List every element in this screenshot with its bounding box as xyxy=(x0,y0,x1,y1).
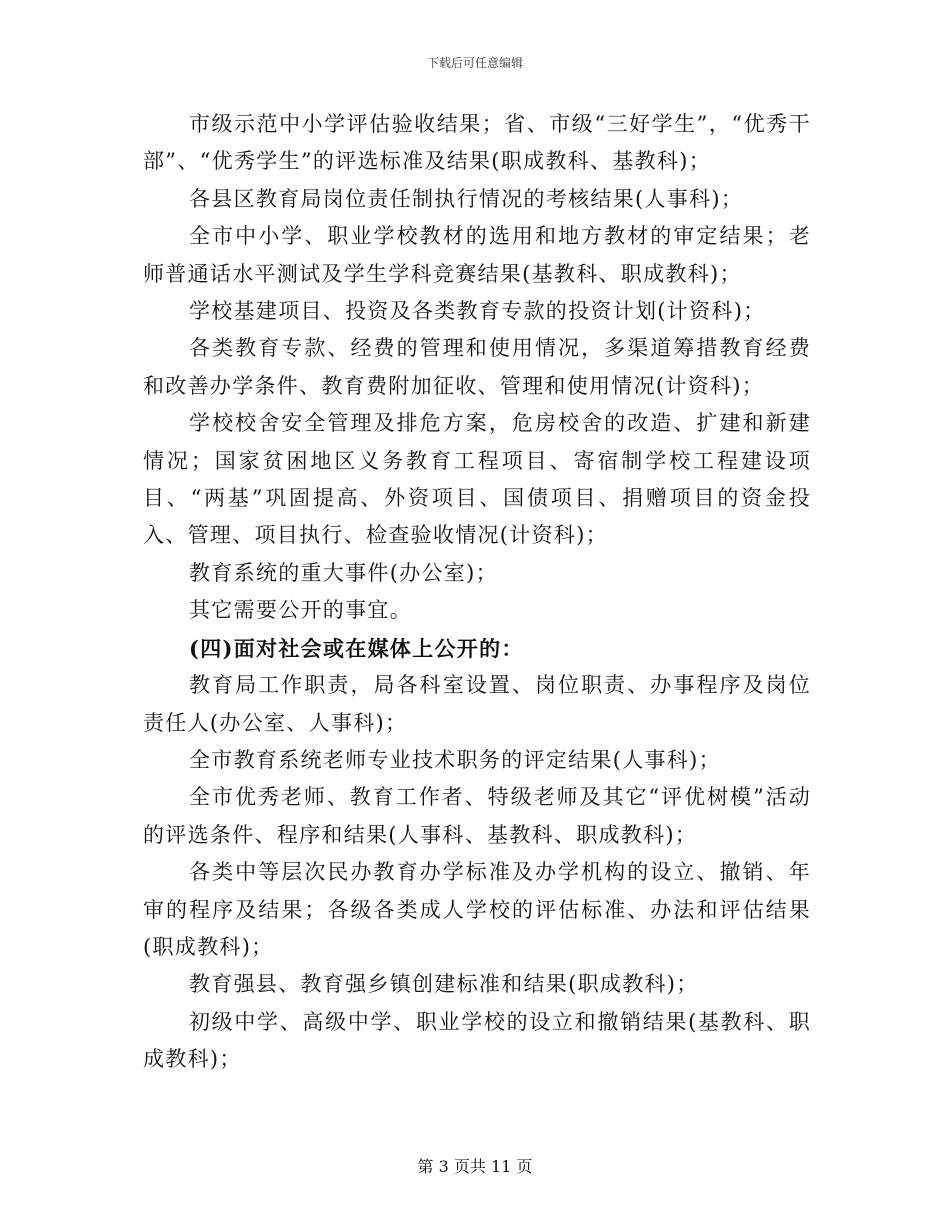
paragraph: 教育强县、教育强乡镇创建标准和结果(职成教科)； xyxy=(189,972,699,997)
page-header: 下载后可任意编辑 xyxy=(426,56,523,70)
document-body xyxy=(143,106,811,1079)
page-number: 第 3 页共 11 页 xyxy=(417,1157,533,1176)
paragraph: 各类教育专款、经费的管理和使用情况，多渠道筹措教育经费和改善办学条件、教育费附加征收、管理和使用情况(计资科)； xyxy=(143,336,811,398)
paragraph: 学校校舍安全管理及排危方案，危房校舍的改造、扩建和新建情况；国家贫困地区义务教育工程项目、寄宿制学校工程建设项目、“两基”巩固提高、外资项目、国债项目、捐赠项目的资金投入、管理、项目执行、检查验收情况(计资科)； xyxy=(143,411,811,548)
section-heading: (四)面对社会或在媒体上公开的： xyxy=(189,635,524,661)
paragraph: 其它需要公开的事宜。 xyxy=(189,598,412,623)
paragraph: 全市中小学、职业学校教材的选用和地方教材的审定结果；老师普通话水平测试及学生学科竞赛结果(基教科、职成教科)； xyxy=(143,224,811,286)
paragraph: 教育局工作职责，局各科室设置、岗位职责、办事程序及岗位责任人(办公室、人事科)； xyxy=(143,673,811,735)
paragraph: 各类中等层次民办教育办学标准及办学机构的设立、撤销、年审的程序及结果；各级各类成人学校的评估标准、办法和评估结果(职成教科)； xyxy=(143,860,811,959)
paragraph: 全市优秀老师、教育工作者、特级老师及其它“评优树模”活动的评选条件、程序和结果(人事科、基教科、职成教科)； xyxy=(143,785,811,847)
paragraph: 各县区教育局岗位责任制执行情况的考核结果(人事科)； xyxy=(189,186,744,211)
paragraph: 初级中学、高级中学、职业学校的设立和撤销结果(基教科、职成教科)； xyxy=(143,1009,811,1072)
paragraph: 全市教育系统老师专业技术职务的评定结果(人事科)； xyxy=(189,747,721,772)
paragraph: 教育系统的重大事件(办公室)； xyxy=(189,560,498,585)
paragraph: 市级示范中小学评估验收结果；省、市级“三好学生”，“优秀干部”、“优秀学生”的评选标准及结果(职成教科、基教科)； xyxy=(143,112,811,174)
paragraph: 学校基建项目、投资及各类教育专款的投资计划(计资科)； xyxy=(189,299,766,324)
